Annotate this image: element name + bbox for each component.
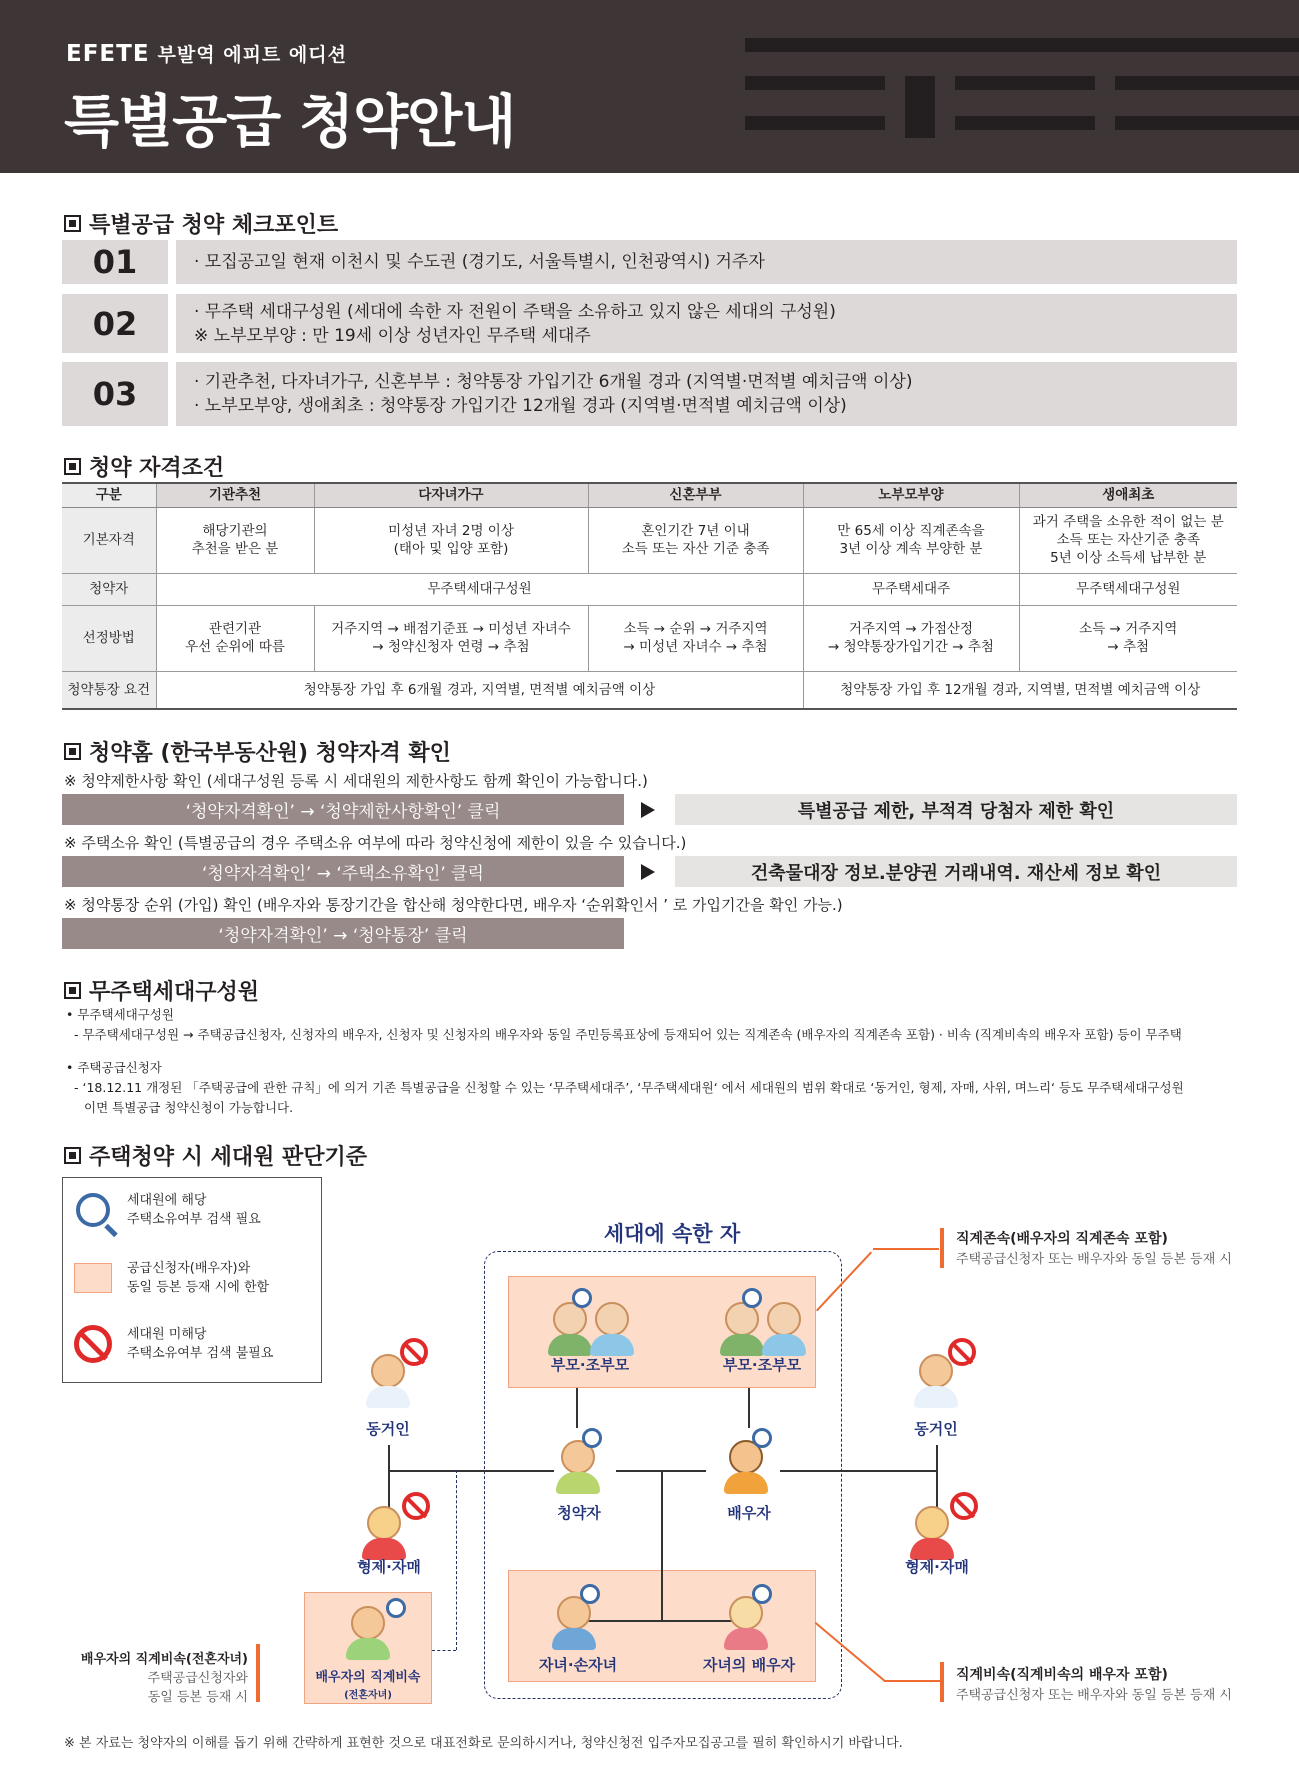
grandfather-figure — [720, 1302, 764, 1356]
grandfather-figure — [548, 1302, 592, 1356]
table-cell: 혼인기간 7년 이내 소득 또는 자산 기준 충족 — [588, 507, 803, 573]
note-text: ※ 청약통장 순위 (가입) 확인 (배우자와 통장기간을 합산해 청약한다면, 배우자 ‘순위확인서 ’ 로 가입기간을 확인 가능.) — [64, 896, 843, 914]
checkpoint-text: · 노부모부양, 생애최초 : 청약통장 가입기간 12개월 경과 (지역별·면적별 예치금액 이상) — [194, 396, 847, 416]
connector-line — [388, 1445, 390, 1515]
legend-text: 세대원에 해당 주택소유여부 검색 필요 — [127, 1193, 261, 1227]
connector-line — [780, 1470, 936, 1472]
table-row-label: 청약자 — [62, 573, 156, 605]
table-cell: 무주택세대구성원 — [156, 573, 803, 605]
group-title: 세대에 속한 자 — [603, 1222, 741, 1246]
bullet-text: - ‘18.12.11 개정된 「주택공급에 관한 규칙」에 의거 기존 특별공급을 신청할 수 있는 ‘무주택세대주’, ‘무주택세대원‘ 에서 세대원의 범위 확대로 ‘동거인, 형제, 자매, 사위, 며느리‘ 등도 무주택세대구성원 — [74, 1080, 1184, 1095]
table-cell: 만 65세 이상 직계존속을 3년 이상 계속 부양한 분 — [803, 507, 1019, 573]
child-spouse-figure — [724, 1596, 768, 1650]
applicant-label: 청약자 — [557, 1504, 601, 1522]
note-text: ※ 주택소유 확인 (특별공급의 경우 주택소유 여부에 따라 청약신청에 제한이 있을 수 있습니다.) — [64, 834, 687, 852]
annotation-text: 동일 등본 등재 시 — [147, 1690, 248, 1705]
table-row — [62, 605, 1237, 671]
result-bar: 특별공급 제한, 부적격 당첨자 제한 확인 — [675, 794, 1237, 825]
grandmother-figure — [590, 1302, 634, 1356]
instruction-bar: ‘청약자격확인’ → ‘주택소유확인’ 클릭 — [62, 856, 624, 887]
table-cell: 소득 → 순위 → 거주지역 → 미성년 자녀수 → 추첨 — [588, 605, 803, 671]
annotation-bar — [940, 1228, 944, 1268]
table-cell: 소득 → 거주지역 → 추첨 — [1019, 605, 1237, 671]
instruction-bar: ‘청약자격확인’ → ‘청약통장’ 클릭 — [62, 918, 624, 949]
checkpoint-text: · 모집공고일 현재 이천시 및 수도권 (경기도, 서울특별시, 인천광역시) 거주자 — [194, 252, 765, 272]
annotation-line — [873, 1248, 939, 1250]
table-row — [62, 671, 1237, 709]
checkpoint-row — [62, 240, 1237, 284]
sibling-figure — [362, 1506, 406, 1560]
legend-item — [73, 1324, 273, 1364]
square-bullet-icon — [64, 982, 81, 999]
legend-box — [62, 1177, 322, 1383]
bullet-heading: • 주택공급신청자 — [66, 1060, 162, 1075]
spouse-figure — [724, 1440, 768, 1494]
magnifier-house-icon — [386, 1598, 406, 1618]
magnifier-house-icon — [752, 1428, 772, 1448]
table-cell: 청약통장 가입 후 12개월 경과, 지역별, 면적별 예치금액 이상 — [803, 671, 1237, 709]
prohibited-icon — [950, 1492, 978, 1520]
table-header-cell: 구분 — [62, 483, 156, 507]
magnifier-house-icon — [582, 1428, 602, 1448]
magnifier-house-icon — [580, 1584, 600, 1604]
table-cell: 미성년 자녀 2명 이상 (태아 및 입양 포함) — [314, 507, 588, 573]
cohabitant-label: 동거인 — [914, 1420, 958, 1438]
table-header-cell: 생애최초 — [1019, 483, 1237, 507]
instruction-bar: ‘청약자격확인’ → ‘청약제한사항확인’ 클릭 — [62, 794, 624, 825]
connector-line — [748, 1388, 750, 1428]
annotation-top — [956, 1228, 1232, 1267]
bullet-text: - 무주택세대구성원 → 주택공급신청자, 신청자의 배우자, 신청자 및 신청자의 배우자와 동일 주민등록표상에 등재되어 있는 직계존속 (배우자의 직계존속 포함) · 비속 (직계비속의 배우자 포함) 등이 무주택 — [74, 1027, 1182, 1042]
bullet-text: 이면 특별공급 청약신청이 가능합니다. — [84, 1100, 294, 1115]
parents-label: 부모·조부모 — [550, 1356, 630, 1374]
annotation-text: 주택공급신청자와 — [147, 1671, 248, 1686]
table-header-cell: 노부모부양 — [803, 483, 1019, 507]
table-cell: 거주지역 → 배점기준표 → 미성년 자녀수 → 청약신청자 연령 → 추첨 — [314, 605, 588, 671]
annotation-text: 주택공급신청자 또는 배우자와 동일 등본 등재 시 — [956, 1688, 1232, 1703]
brand: EFETE 부발역 에피트 에디션 — [66, 41, 347, 67]
sibling-label: 형제·자매 — [357, 1558, 421, 1576]
annotation-line — [884, 1680, 940, 1682]
square-bullet-icon — [64, 1147, 81, 1164]
magnifier-house-icon — [572, 1288, 592, 1308]
result-bar: 건축물대장 정보.분양권 거래내역. 재산세 정보 확인 — [675, 856, 1237, 887]
note-text: ※ 청약제한사항 확인 (세대구성원 등록 시 세대원의 제한사항도 함께 확인이 가능합니다.) — [64, 772, 648, 790]
checkpoint-text: · 기관추천, 다자녀가구, 신혼부부 : 청약통장 가입기간 6개월 경과 (지역별·면적별 예치금액 이상) — [194, 372, 913, 392]
annotation-bar — [940, 1662, 944, 1702]
annotation-title: 배우자의 직계비속(전혼자녀) — [80, 1652, 248, 1667]
checkpoint-number: 01 — [62, 240, 168, 284]
parents-label: 부모·조부모 — [722, 1356, 802, 1374]
page-header — [0, 0, 1299, 173]
checkpoint-number: 02 — [62, 294, 168, 353]
spouse-label: 배우자 — [727, 1504, 771, 1522]
checkpoint-row — [62, 294, 1237, 353]
annotation-bottom — [956, 1664, 1232, 1703]
arrow-right-icon — [641, 864, 655, 880]
sibling-figure — [910, 1506, 954, 1560]
table-cell: 해당기관의 추천을 받은 분 — [156, 507, 314, 573]
annotation-title: 직계존속(배우자의 직계존속 포함) — [956, 1231, 1168, 1247]
footer-note: ※ 본 자료는 청약자의 이해를 돕기 위해 간략하게 표현한 것으로 대표전화로 문의하시거나, 청약신청전 입주자모집공고를 필히 확인하시기 바랍니다. — [64, 1736, 903, 1751]
table-cell: 무주택세대구성원 — [1019, 573, 1237, 605]
table-row-label: 기본자격 — [62, 507, 156, 573]
magnifier-house-icon — [742, 1288, 762, 1308]
connector-line — [661, 1470, 663, 1620]
annotation-left — [60, 1648, 248, 1705]
child-label: 자녀·손자녀 — [538, 1656, 618, 1674]
spouse-descendant-sublabel: (전혼자녀) — [344, 1690, 392, 1701]
section-qualification-title: 청약 자격조건 — [64, 451, 224, 482]
table-cell: 무주택세대주 — [803, 573, 1019, 605]
arrow-right-icon — [641, 802, 655, 818]
qualification-table — [62, 482, 1237, 710]
annotation-title: 직계비속(직계비속의 배우자 포함) — [956, 1667, 1168, 1683]
legend-text: 공급신청자(배우자)와 동일 등본 등재 시에 한함 — [127, 1261, 270, 1295]
efete-logo-graphic — [745, 38, 1299, 138]
prohibited-icon — [74, 1325, 112, 1363]
section-household-title: 주택청약 시 세대원 판단기준 — [64, 1140, 367, 1171]
magnifier-house-icon — [76, 1193, 110, 1227]
section-checkpoints-title: 특별공급 청약 체크포인트 — [64, 208, 338, 239]
checkpoint-number: 03 — [62, 362, 168, 426]
legend-item — [73, 1190, 261, 1230]
grandmother-figure — [762, 1302, 806, 1356]
connector-line — [388, 1470, 554, 1472]
table-row-label: 청약통장 요건 — [62, 671, 156, 709]
annotation-text: 주택공급신청자 또는 배우자와 동일 등본 등재 시 — [956, 1252, 1232, 1267]
table-header-cell: 다자녀가구 — [314, 483, 588, 507]
checkpoint-text: · 무주택 세대구성원 (세대에 속한 자 전원이 주택을 소유하고 있지 않은 세대의 구성원) — [194, 301, 836, 322]
annotation-bar — [256, 1644, 260, 1702]
dashed-connector — [456, 1470, 457, 1650]
connector-line — [576, 1388, 578, 1428]
checkpoint-row — [62, 362, 1237, 426]
section-homeless-title: 무주택세대구성원 — [64, 975, 259, 1006]
bullet-heading: • 무주택세대구성원 — [66, 1007, 174, 1022]
table-row — [62, 507, 1237, 573]
table-cell: 거주지역 → 가점산정 → 청약통장가입기간 → 추첨 — [803, 605, 1019, 671]
connector-line — [936, 1445, 938, 1515]
table-cell: 청약통장 가입 후 6개월 경과, 지역별, 면적별 예치금액 이상 — [156, 671, 803, 709]
table-cell: 과거 주택을 소유한 적이 없는 분 소득 또는 자산기준 충족 5년 이상 소득세 납부한 분 — [1019, 507, 1237, 573]
connector-line — [576, 1620, 748, 1622]
square-bullet-icon — [64, 743, 81, 760]
section-homecheck-title: 청약홈 (한국부동산원) 청약자격 확인 — [64, 736, 451, 767]
child-figure — [552, 1596, 596, 1650]
square-bullet-icon — [64, 215, 81, 232]
checkpoint-text: ※ 노부모부양 : 만 19세 이상 성년자인 무주택 세대주 — [194, 325, 591, 346]
table-header-row — [62, 483, 1237, 507]
applicant-figure — [556, 1440, 600, 1494]
magnifier-house-icon — [752, 1584, 772, 1604]
table-header-cell: 신혼부부 — [588, 483, 803, 507]
child-spouse-label: 자녀의 배우자 — [702, 1656, 796, 1674]
pink-swatch — [74, 1263, 112, 1293]
table-header-cell: 기관추천 — [156, 483, 314, 507]
table-row — [62, 573, 1237, 605]
prohibited-icon — [400, 1338, 428, 1366]
dashed-connector — [432, 1650, 456, 1651]
table-row-label: 선정방법 — [62, 605, 156, 671]
page-title: 특별공급 청약안내 — [64, 89, 516, 155]
prohibited-icon — [402, 1492, 430, 1520]
prohibited-icon — [948, 1338, 976, 1366]
legend-item — [73, 1258, 269, 1298]
sibling-label: 형제·자매 — [905, 1558, 969, 1576]
square-bullet-icon — [64, 458, 81, 475]
cohabitant-label: 동거인 — [366, 1420, 410, 1438]
table-cell: 관련기관 우선 순위에 따름 — [156, 605, 314, 671]
spouse-descendant-label: 배우자의 직계비속 — [315, 1670, 421, 1685]
spouse-descendant-figure — [346, 1606, 390, 1660]
legend-text: 세대원 미해당 주택소유여부 검색 불필요 — [127, 1327, 274, 1361]
